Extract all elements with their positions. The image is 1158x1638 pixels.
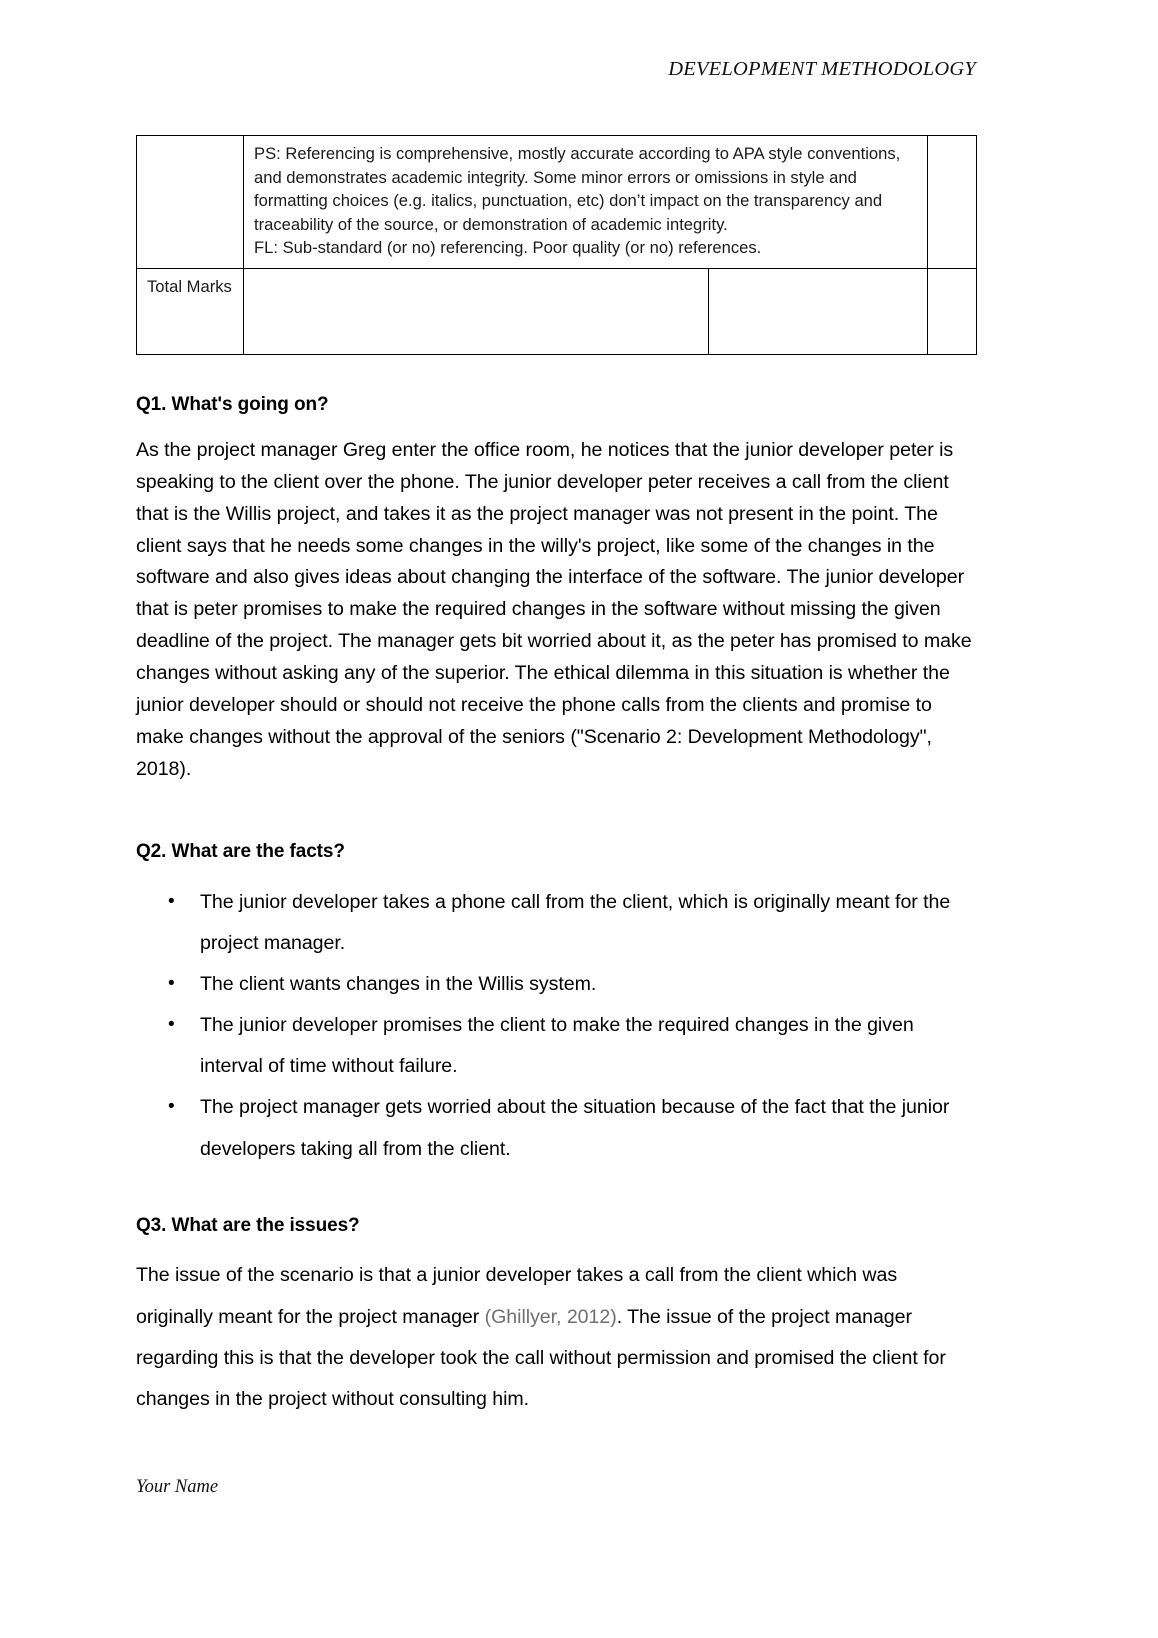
referencing-descriptor-cell bbox=[244, 136, 928, 269]
q3-heading: Q3. What are the issues? bbox=[136, 1214, 360, 1236]
referencing-criterion-cell bbox=[137, 136, 244, 269]
section-q2 bbox=[136, 840, 978, 1170]
q3-citation: (Ghillyer, 2012) bbox=[484, 1305, 617, 1328]
list-item: • The junior developer takes a phone call from the client, which is originally meant for the project manager. bbox=[136, 882, 978, 964]
q3-paragraph-part1: The issue of the scenario is that a junior developer takes a call from the client which was originally meant for the project manager bbox=[136, 1264, 898, 1328]
running-header-title: DEVELOPMENT METHODOLOGY bbox=[668, 58, 976, 80]
section-q1 bbox=[136, 393, 978, 786]
table-row-referencing bbox=[137, 136, 977, 269]
section-spacer-q2-q3 bbox=[136, 1170, 978, 1214]
descriptor-fl-text: FL: Sub-standard (or no) referencing. Poor quality (or no) references. bbox=[254, 238, 762, 258]
q2-heading: Q2. What are the facts? bbox=[136, 841, 345, 862]
list-item: • The client wants changes in the Willis system. bbox=[136, 964, 978, 1005]
total-marks-mark-cell bbox=[928, 268, 977, 354]
table-row-total-marks bbox=[137, 268, 977, 354]
list-item: • The junior developer promises the client to make the required changes in the given interval of time without failure. bbox=[136, 1005, 978, 1087]
rubric-table bbox=[136, 135, 977, 355]
list-item: • The project manager gets worried about the situation because of the fact that the junior developers taking all from the client. bbox=[136, 1087, 978, 1169]
q2-facts-list bbox=[136, 882, 978, 1170]
q3-paragraph-part2: . The issue of the project manager regarding this is that the developer took the call without permission and promised the client for changes in the project without consulting him. bbox=[136, 1305, 946, 1410]
total-marks-label: Total Marks bbox=[137, 268, 244, 354]
q1-paragraph: As the project manager Greg enter the office room, he notices that the junior developer peter is speaking to the client over the phone. The junior developer peter receives a call from the client that is the Willis project, and takes it as the project manager was not present in the point. The client says that he needs some changes in the willy's project, like some of the changes in the software and also gives ideas about changing the interface of the software. The junior developer that is peter promises to make the required changes in the software without missing the given deadline of the project. The manager gets bit worried about it, as the peter has promised to make changes without asking any of the superior. The ethical dilemma in this situation is whether the junior developer should or should not receive the phone calls from the clients and promise to make changes without the approval of the seniors ("Scenario 2: Development Methodology", 2018). bbox=[136, 438, 972, 781]
footer-author-name: Your Name bbox=[136, 1477, 219, 1497]
descriptor-ps-text: PS: Referencing is comprehensive, mostly accurate according to APA style conventions, and demonstrates academic integrity. Some minor errors or omissions in style and formatting choices (e.g. italics, punctuation, etc) don’t impact on the transparency and traceability of the source, or demonstration of academic integrity. bbox=[254, 144, 901, 234]
q3-paragraph bbox=[136, 1255, 978, 1420]
total-marks-cell-3 bbox=[709, 268, 928, 354]
referencing-mark-cell bbox=[928, 136, 977, 269]
document-body bbox=[136, 393, 978, 1420]
section-q3 bbox=[136, 1214, 978, 1420]
q1-heading: Q1. What's going on? bbox=[136, 394, 329, 415]
section-spacer-q1-q2 bbox=[136, 786, 978, 840]
total-marks-cell-2 bbox=[244, 268, 709, 354]
